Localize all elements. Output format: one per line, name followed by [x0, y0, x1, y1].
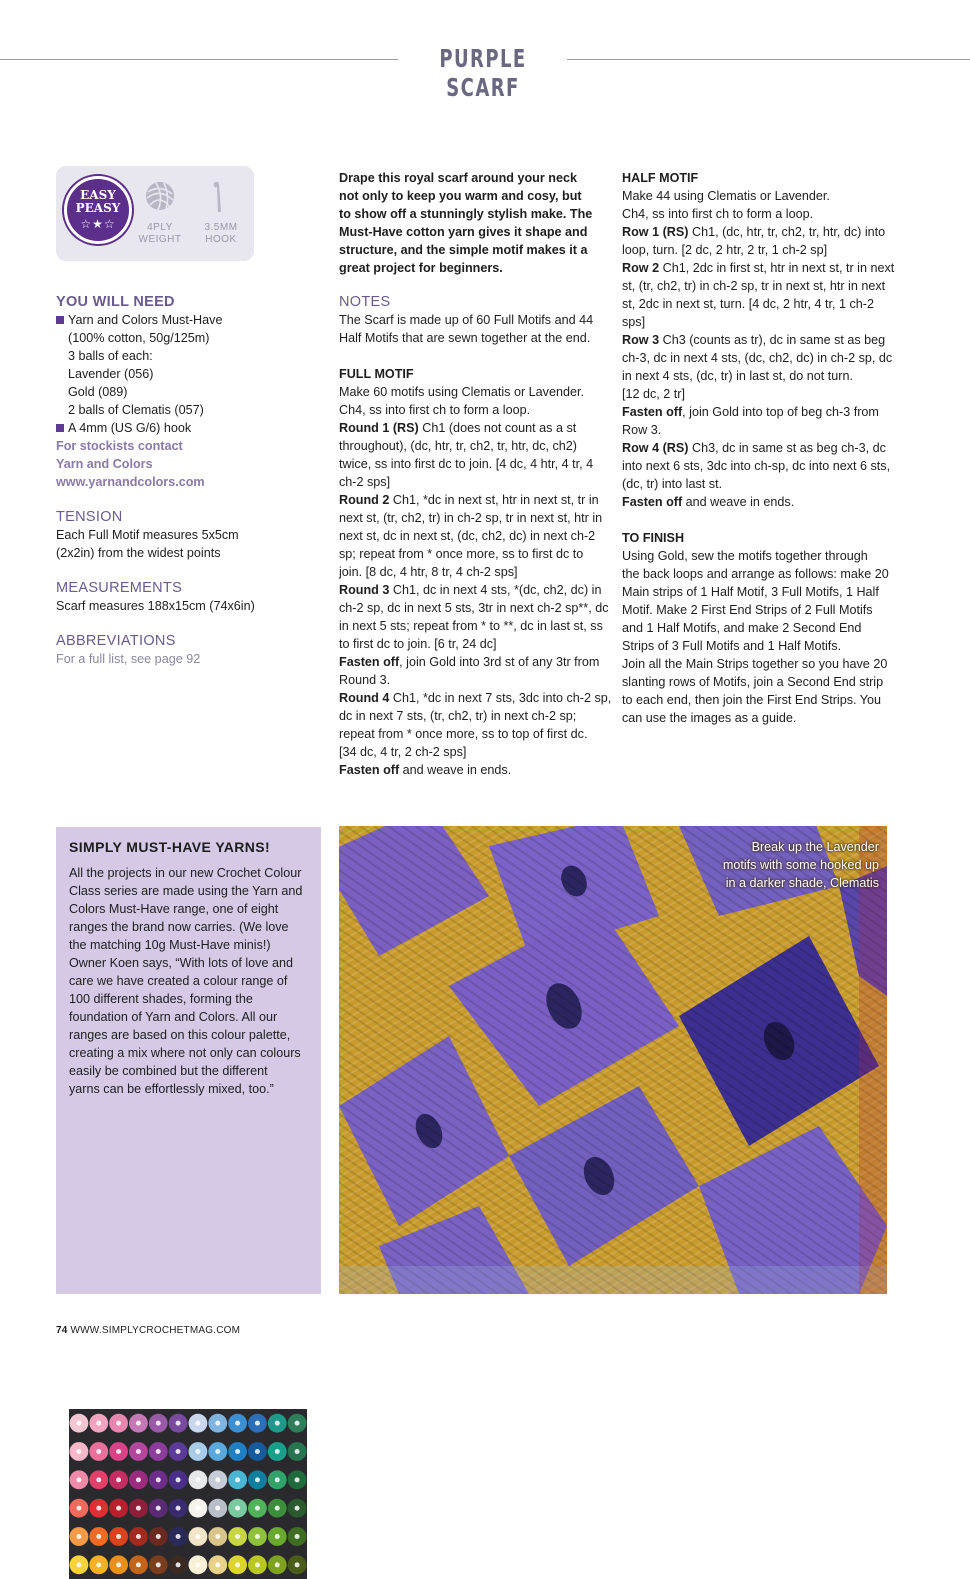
page-title: PURPLE SCARF [439, 44, 527, 102]
fasten-off-label: Fasten off [622, 495, 683, 509]
row-text: [12 dc, 2 tr] [622, 387, 685, 401]
to-finish-line: Join all the Main Strips together so you have 20 [622, 657, 888, 671]
yarn-ball-core [215, 1449, 220, 1454]
weight-line-1: 4PLY [147, 222, 173, 233]
tension-heading: TENSION [56, 509, 123, 525]
half-row-1 [622, 223, 902, 241]
round-label: Round 4 [339, 691, 390, 705]
yarn-ball-core [116, 1506, 121, 1511]
yarn-ball-core [215, 1506, 220, 1511]
yarn-ball-core [96, 1562, 101, 1567]
yarn-ball-core [275, 1449, 280, 1454]
notes-line-1: The Scarf is made up of 60 Full Motifs and 44 [339, 313, 594, 327]
yarn-ball-core [136, 1506, 141, 1511]
yarn-ball-core [136, 1449, 141, 1454]
half-row-4 [622, 439, 902, 457]
row-label: Row 3 [622, 333, 660, 347]
yarn-ball-core [176, 1562, 181, 1567]
yarn-ball-core [275, 1477, 280, 1482]
yarn-ball-core [116, 1421, 121, 1426]
crochet-hook-icon [208, 180, 230, 214]
half-row-2 [622, 259, 902, 277]
yarn-ball-core [195, 1421, 200, 1426]
half-motif-line: Make 44 using Clematis or Lavender. [622, 189, 830, 203]
half-motif-heading: HALF MOTIF [622, 171, 699, 185]
full-motif-line: Make 60 motifs using Clematis or Lavender. [339, 385, 584, 399]
to-finish-line: Strips of 3 Full Motifs and 1 Half Motifs. [622, 639, 842, 653]
round-text: throughout), (dc, htr, tr, ch2, tr, htr, dc, ch2) [339, 439, 577, 453]
yarn-ball-core [96, 1477, 101, 1482]
half-motif-line: Ch4, ss into first ch to form a loop. [622, 207, 814, 221]
hook-item: A 4mm (US G/6) hook [56, 419, 326, 437]
yarn-ball-core [235, 1506, 240, 1511]
row-text: ch-3, dc in next 4 sts, (dc, ch2, dc) in ch-2 sp, dc [622, 351, 893, 365]
yarn-ball-core [136, 1562, 141, 1567]
intro-line: Drape this royal scarf around your neck [339, 171, 577, 185]
to-finish-line: the back loops and arrange as follows: make 20 [622, 567, 889, 581]
yarn-ball-core [235, 1449, 240, 1454]
round-text: Round 3. [339, 673, 391, 687]
row-text: st, (tr, ch2, tr) in ch-2 sp, tr in next st, htr in next [622, 279, 886, 293]
round-text: ch-2 sps] [339, 475, 391, 489]
yarn-ball-core [295, 1421, 300, 1426]
to-finish-line: can use the images as a guide. [622, 711, 797, 725]
yarn-ball-core [176, 1449, 181, 1454]
round-text: [34 dc, 4 tr, 2 ch-2 sps] [339, 745, 467, 759]
yarn-ball-core [195, 1449, 200, 1454]
row-text: into next 6 sts, 3dc into ch-sp, dc into next 6 sts, [622, 459, 891, 473]
yarn-ball-core [255, 1449, 260, 1454]
yarn-ball-core [156, 1421, 161, 1426]
round-text: Ch1 (does not count as a st [418, 421, 577, 435]
row-label: Row 4 (RS) [622, 441, 689, 455]
sidebox-line: foundation of Yarn and Colors. All our [69, 1010, 278, 1024]
yarn-ball-core [156, 1506, 161, 1511]
yarn-ball-icon [144, 180, 176, 212]
yarn-ball-core [96, 1534, 101, 1539]
yarn-ball-core [295, 1506, 300, 1511]
full-round-1 [339, 419, 614, 437]
abbreviations-line: For a full list, see page 92 [56, 652, 201, 666]
yarn-ball-core [295, 1449, 300, 1454]
row-text: and weave in ends. [682, 495, 795, 509]
yarn-balls-image [69, 1409, 307, 1579]
yarn-ball-core [195, 1534, 200, 1539]
round-text: Ch1, *dc in next 7 sts, 3dc into ch-2 sp, [389, 691, 612, 705]
yarn-ball-core [156, 1562, 161, 1567]
to-finish-line: and 1 Half Motifs, and make 2 Second End [622, 621, 862, 635]
yarn-ball-core [116, 1562, 121, 1567]
footer-url: WWW.SIMPLYCROCHETMAG.COM [70, 1325, 241, 1336]
round-text: Ch1, dc in next 4 sts, *(dc, ch2, dc) in [389, 583, 602, 597]
yarn-ball-core [295, 1534, 300, 1539]
sidebox-line: the matching 10g Must-Have minis!) [69, 938, 271, 952]
sidebox-line: yarns can be effortlessly mixed, too.” [69, 1082, 274, 1096]
yarn-ball-core [235, 1534, 240, 1539]
yarn-ball-core [156, 1477, 161, 1482]
hook-line-2: HOOK [205, 234, 237, 245]
scarf-photo [339, 826, 887, 1294]
caption-line-1: Break up the Lavender [751, 840, 879, 854]
measurements-line: Scarf measures 188x15cm (74x6in) [56, 599, 255, 613]
yarn-ball-core [116, 1534, 121, 1539]
row-text: st, 2dc in next st, turn. [4 dc, 2 htr, 4 tr, 1 ch-2 [622, 297, 874, 311]
weight-line-2: WEIGHT [138, 234, 182, 245]
yarn-ball-core [215, 1421, 220, 1426]
right-column [622, 169, 902, 727]
left-column [56, 293, 326, 668]
star-rating-icon: ☆★☆ [80, 217, 116, 231]
yarn-ball-core [116, 1449, 121, 1454]
round-text: to first dc to join. [6 tr, 24 dc] [339, 637, 497, 651]
intro-paragraph [339, 169, 614, 277]
row-label: Row 2 [622, 261, 660, 275]
round-text: repeat from * once more, ss to top of first dc. [339, 727, 588, 741]
intro-line: Must-Have cotton yarn gives it shape and [339, 225, 588, 239]
notes-heading: NOTES [339, 294, 391, 310]
yarn-ball-core [156, 1449, 161, 1454]
half-fasten-off-2 [622, 493, 902, 511]
must-have-yarns-box [56, 827, 321, 1294]
sidebox-heading: SIMPLY MUST-HAVE YARNS! [69, 839, 271, 855]
yarn-ball-core [255, 1477, 260, 1482]
yarn-ball-core [275, 1421, 280, 1426]
half-row-3 [622, 331, 902, 349]
to-finish-heading: TO FINISH [622, 531, 685, 545]
sidebox-line: Owner Koen says, “With lots of love and [69, 956, 293, 970]
stockists-line-1: For stockists contact [56, 439, 183, 453]
round-text: next st, (tr, ch2, tr) in ch-2 sp, tr in next st, htr in [339, 511, 603, 525]
sidebox-line: All the projects in our new Crochet Colour [69, 866, 302, 880]
yarn-ball-core [136, 1534, 141, 1539]
row-label: Row 1 (RS) [622, 225, 689, 239]
sidebox-line: Class series are made using the Yarn and [69, 884, 303, 898]
sidebox-body [69, 864, 311, 1098]
tension-line-1: Each Full Motif measures 5x5cm [56, 528, 239, 542]
yarn-ball-core [76, 1449, 81, 1454]
yarn-ball-core [156, 1534, 161, 1539]
yarn-ball-core [235, 1477, 240, 1482]
measurements-heading: MEASUREMENTS [56, 580, 183, 596]
intro-line: structure, and the simple motif makes it a [339, 243, 588, 257]
yarn-ball-core [176, 1534, 181, 1539]
sidebox-line: easily be combined but the different [69, 1064, 268, 1078]
full-motif-heading: FULL MOTIF [339, 367, 414, 381]
yarn-ball-core [136, 1421, 141, 1426]
sidebox-line: Colors Must-Have range, one of eight [69, 902, 279, 916]
round-text: join. [8 dc, 4 htr, 8 tr, 4 ch-2 sps] [339, 565, 518, 579]
yarn-ball-core [195, 1562, 200, 1567]
round-label: Round 2 [339, 493, 390, 507]
yarn-ball-core [255, 1534, 260, 1539]
row-text: loop, turn. [2 dc, 2 htr, 2 tr, 1 ch-2 sp] [622, 243, 828, 257]
full-fasten-off-2 [339, 761, 614, 779]
yarn-ball-core [255, 1562, 260, 1567]
yarn-ball-core [215, 1477, 220, 1482]
crochet-motif-image [339, 826, 887, 1294]
intro-line: not only to keep you warm and cosy, but [339, 189, 582, 203]
photo-caption [639, 838, 879, 892]
row-text: Ch3, dc in same st as beg ch-3, dc [688, 441, 886, 455]
fasten-off-label: Fasten off [339, 763, 400, 777]
half-fasten-off-1 [622, 403, 902, 421]
intro-line: to show off a stunningly stylish make. The [339, 207, 593, 221]
row-text: Ch3 (counts as tr), dc in same st as beg [659, 333, 886, 347]
row-text: Row 3. [622, 423, 662, 437]
clematis-item: 2 balls of Clematis (057) [68, 403, 204, 417]
sidebox-line: creating a mix where not only can colours [69, 1046, 301, 1060]
yarn-ball-core [96, 1421, 101, 1426]
row-text: , join Gold into top of beg ch-3 from [682, 405, 879, 419]
sidebox-line: 100 different shades, forming the [69, 992, 253, 1006]
yarn-ball-core [76, 1421, 81, 1426]
full-round-4 [339, 689, 614, 707]
easy-peasy-badge [64, 176, 132, 244]
header-rule-right [567, 59, 970, 60]
lavender-item: Lavender (056) [68, 367, 154, 381]
yarn-ball-core [176, 1506, 181, 1511]
yarn-ball-core [275, 1506, 280, 1511]
to-finish-line: Main strips of 1 Half Motif, 3 Full Motifs, 1 Half [622, 585, 879, 599]
skill-panel [56, 166, 254, 261]
yarn-ball-core [76, 1562, 81, 1567]
round-text: Ch1, *dc in next st, htr in next st, tr in [389, 493, 599, 507]
yarn-ball-core [255, 1506, 260, 1511]
hook-line-1: 3.5MM [204, 222, 238, 233]
round-text: , join Gold into 3rd st of any 3tr from [399, 655, 600, 669]
yarn-ball-core [215, 1534, 220, 1539]
tension-line-2: (2x2in) from the widest points [56, 546, 221, 560]
gold-item: Gold (089) [68, 385, 128, 399]
weight-label [136, 222, 184, 246]
to-finish-line: slanting rows of Motifs, join a Second End strip [622, 675, 884, 689]
yarn-ball-core [136, 1477, 141, 1482]
full-round-3 [339, 581, 614, 599]
yarn-ball-core [96, 1506, 101, 1511]
row-text: Ch1, 2dc in first st, htr in next st, tr in next [659, 261, 895, 275]
stockists-link[interactable]: www.yarnandcolors.com [56, 475, 205, 489]
row-text: Ch1, (dc, htr, tr, ch2, tr, htr, dc) into [688, 225, 886, 239]
yarn-ball-core [76, 1477, 81, 1482]
to-finish-line: Motif. Make 2 First End Strips of 2 Full Motifs [622, 603, 873, 617]
yarn-ball-core [116, 1477, 121, 1482]
round-text: in next 5 sts; repeat from * to **, dc in last st, ss [339, 619, 603, 633]
yarn-ball-core [295, 1477, 300, 1482]
you-will-need-heading: YOU WILL NEED [56, 294, 175, 310]
yarn-ball-core [195, 1506, 200, 1511]
fasten-off-label: Fasten off [622, 405, 683, 419]
yarn-detail: (100% cotton, 50g/125m) [68, 331, 210, 345]
badge-line-2: PEASY [75, 201, 121, 215]
round-text: and weave in ends. [399, 763, 512, 777]
middle-column [339, 169, 614, 779]
notes-line-2: Half Motifs that are sewn together at the end. [339, 331, 591, 345]
sidebox-line: ranges are based on this colour palette, [69, 1028, 291, 1042]
yarn-ball-core [195, 1477, 200, 1482]
yarn-ball-core [215, 1562, 220, 1567]
yarn-balls-grid [69, 1409, 307, 1579]
abbreviations-heading: ABBREVIATIONS [56, 633, 176, 649]
yarn-ball-core [275, 1562, 280, 1567]
fasten-off-label: Fasten off [339, 655, 400, 669]
full-fasten-off-1 [339, 653, 614, 671]
round-text: next st, dc in next st, (dc, ch2, dc) in next ch-2 [339, 529, 596, 543]
round-label: Round 3 [339, 583, 390, 597]
yarn-ball-core [235, 1562, 240, 1567]
balls-each: 3 balls of each: [68, 349, 153, 363]
badge-line-1: EASY [80, 188, 116, 202]
to-finish-paragraph [622, 547, 902, 727]
sidebox-line: care we have created a colour range of [69, 974, 288, 988]
row-text: (dc, tr) into last st. [622, 477, 723, 491]
yarn-ball-core [235, 1421, 240, 1426]
yarn-ball-core [76, 1534, 81, 1539]
round-label: Round 1 (RS) [339, 421, 419, 435]
yarn-ball-core [176, 1421, 181, 1426]
yarn-ball-core [275, 1534, 280, 1539]
caption-line-3: in a darker shade, Clematis [725, 876, 879, 890]
to-finish-line: Using Gold, sew the motifs together through [622, 549, 868, 563]
yarn-ball-core [176, 1477, 181, 1482]
stockists-line-2: Yarn and Colors [56, 457, 153, 471]
header-rule-left [0, 59, 398, 60]
yarn-item: Yarn and Colors Must-Have [56, 311, 326, 329]
full-motif-line: Ch4, ss into first ch to form a loop. [339, 403, 531, 417]
page-number: 74 [56, 1325, 68, 1336]
round-text: sp; repeat from * once more, ss to first dc to [339, 547, 584, 561]
full-round-2 [339, 491, 614, 509]
hook-label [198, 222, 244, 246]
sidebox-line: ranges the brand now carries. (We love [69, 920, 289, 934]
round-text: twice, ss into first dc to join. [4 dc, 4 htr, 4 tr, 4 [339, 457, 594, 471]
yarn-ball-core [76, 1506, 81, 1511]
caption-line-2: motifs with some hooked up [722, 858, 879, 872]
round-text: dc in next 7 sts, (tr, ch2, tr) in next ch-2 sp; [339, 709, 577, 723]
round-text: ch-2 sp, dc in next 5 sts, 3tr in next ch-2 sp**, dc [339, 601, 609, 615]
yarn-ball-core [255, 1421, 260, 1426]
yarn-ball-core [96, 1449, 101, 1454]
to-finish-line: to each end, then join the First End Strips. You [622, 693, 882, 707]
row-text: sps] [622, 315, 646, 329]
badge-label [67, 189, 129, 215]
intro-line: great project for beginners. [339, 261, 503, 275]
yarn-ball-core [295, 1562, 300, 1567]
row-text: in next 4 sts, (dc, tr) in last st, do not turn. [622, 369, 853, 383]
page-footer [56, 1325, 240, 1336]
